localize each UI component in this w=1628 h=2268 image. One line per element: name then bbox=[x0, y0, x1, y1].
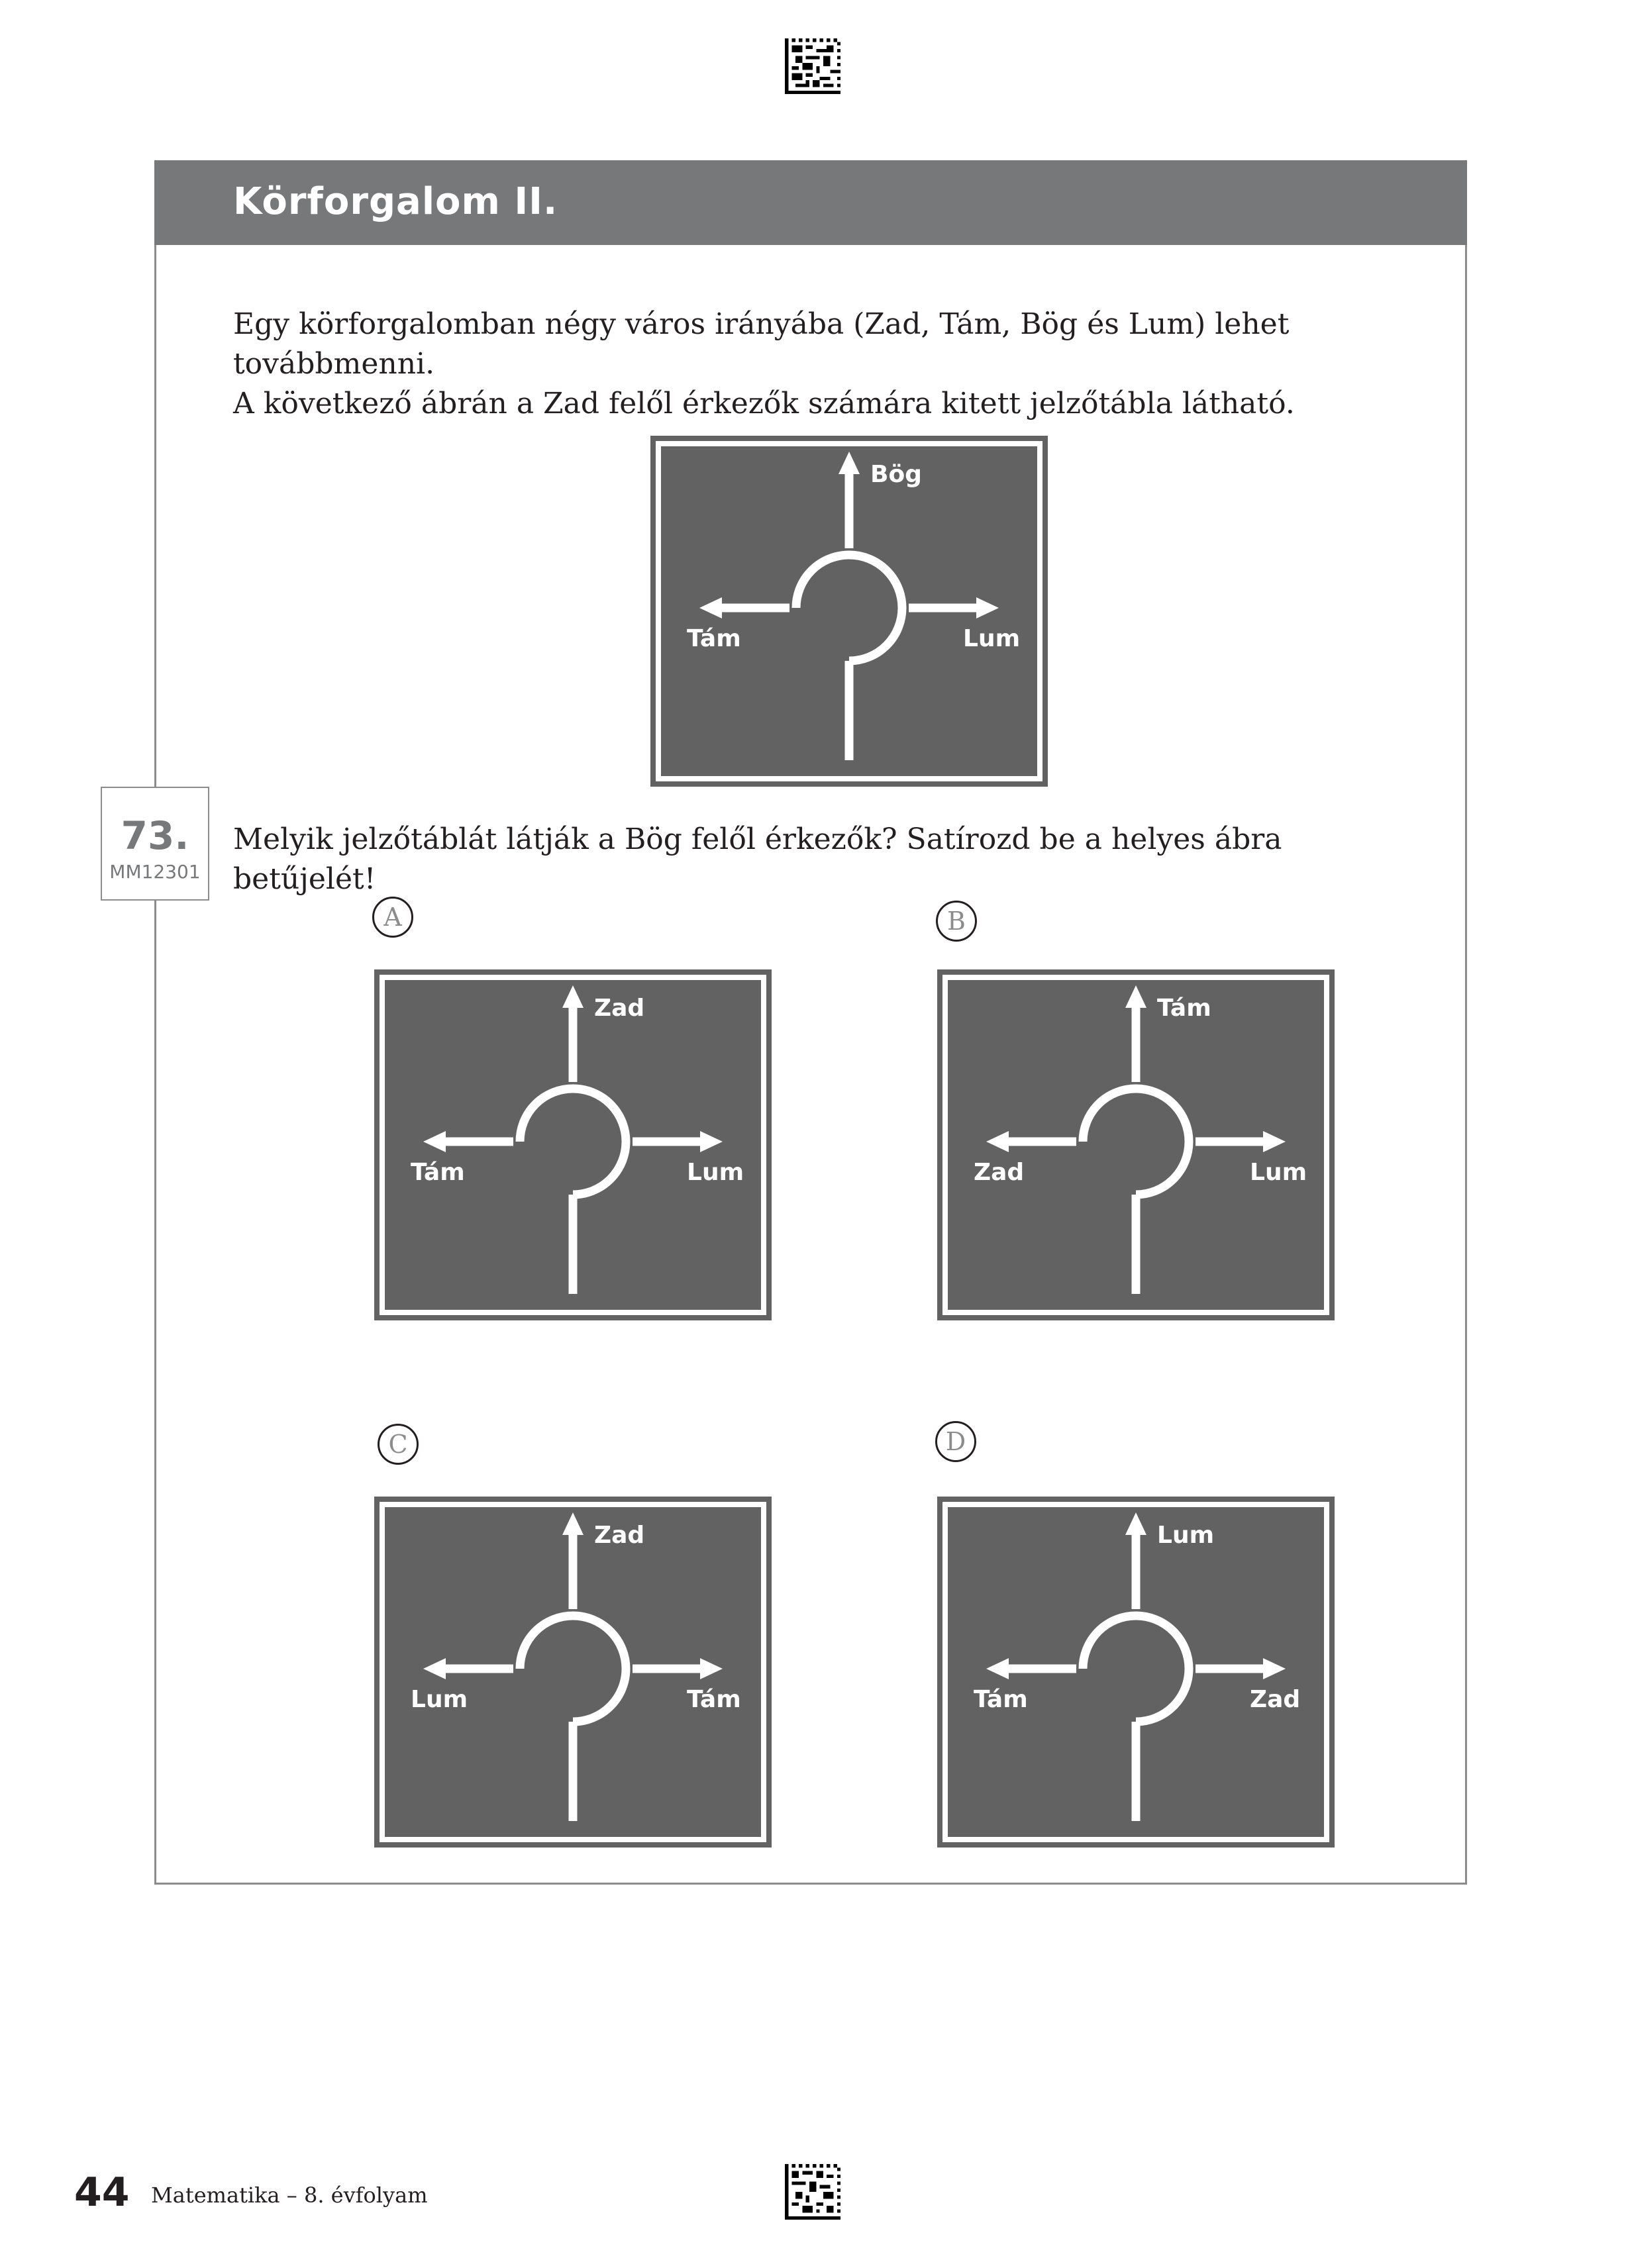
bottom-qr-code bbox=[785, 2164, 840, 2220]
task-number: 73. bbox=[121, 813, 189, 858]
task-code: MM12301 bbox=[109, 861, 201, 883]
option-a-label-top: Zad bbox=[594, 995, 645, 1022]
intro-text bbox=[233, 305, 1425, 424]
option-b-label-top: Tám bbox=[1157, 995, 1211, 1022]
example-roundabout-sign bbox=[650, 436, 1048, 787]
page-number: 44 bbox=[74, 2169, 130, 2216]
example-sign-label-right: Lum bbox=[963, 625, 1021, 652]
option-c-label-left: Lum bbox=[411, 1686, 468, 1713]
option-d-sign bbox=[937, 1497, 1335, 1848]
option-a-label-left: Tám bbox=[411, 1159, 465, 1186]
option-c-circle[interactable]: C bbox=[378, 1424, 419, 1465]
option-c-label-top: Zad bbox=[594, 1522, 645, 1549]
option-b-sign bbox=[937, 969, 1335, 1320]
intro-line-2: A következő ábrán a Zad felől érkezők számára kitett jelzőtábla látható. bbox=[233, 387, 1295, 420]
option-d-label-left: Tám bbox=[974, 1686, 1028, 1713]
option-a-sign bbox=[374, 969, 772, 1320]
intro-line-1: Egy körforgalomban négy város irányába (Zad, Tám, Bög és Lum) lehet továbbmenni. bbox=[233, 307, 1290, 381]
option-d-circle[interactable]: D bbox=[935, 1421, 976, 1462]
option-c-sign bbox=[374, 1497, 772, 1848]
example-sign-label-top: Bög bbox=[870, 461, 922, 488]
example-sign-label-left: Tám bbox=[687, 625, 741, 652]
top-qr-code bbox=[785, 38, 840, 94]
question-text: Melyik jelzőtáblát látják a Bög felől érkezők? Satírozd be a helyes ábra betűjelét! bbox=[233, 822, 1282, 896]
option-b-circle[interactable]: B bbox=[936, 901, 977, 942]
option-a-label-right: Lum bbox=[687, 1159, 744, 1186]
option-d-label-top: Lum bbox=[1157, 1522, 1215, 1549]
option-c-label-right: Tám bbox=[687, 1686, 741, 1713]
task-title: Körforgalom II. bbox=[233, 180, 558, 223]
option-d-label-right: Zad bbox=[1250, 1686, 1301, 1713]
footer-subject: Matematika – 8. évfolyam bbox=[151, 2183, 428, 2208]
option-a-circle[interactable]: A bbox=[372, 897, 413, 938]
option-b-label-left: Zad bbox=[974, 1159, 1025, 1186]
option-b-label-right: Lum bbox=[1250, 1159, 1307, 1186]
